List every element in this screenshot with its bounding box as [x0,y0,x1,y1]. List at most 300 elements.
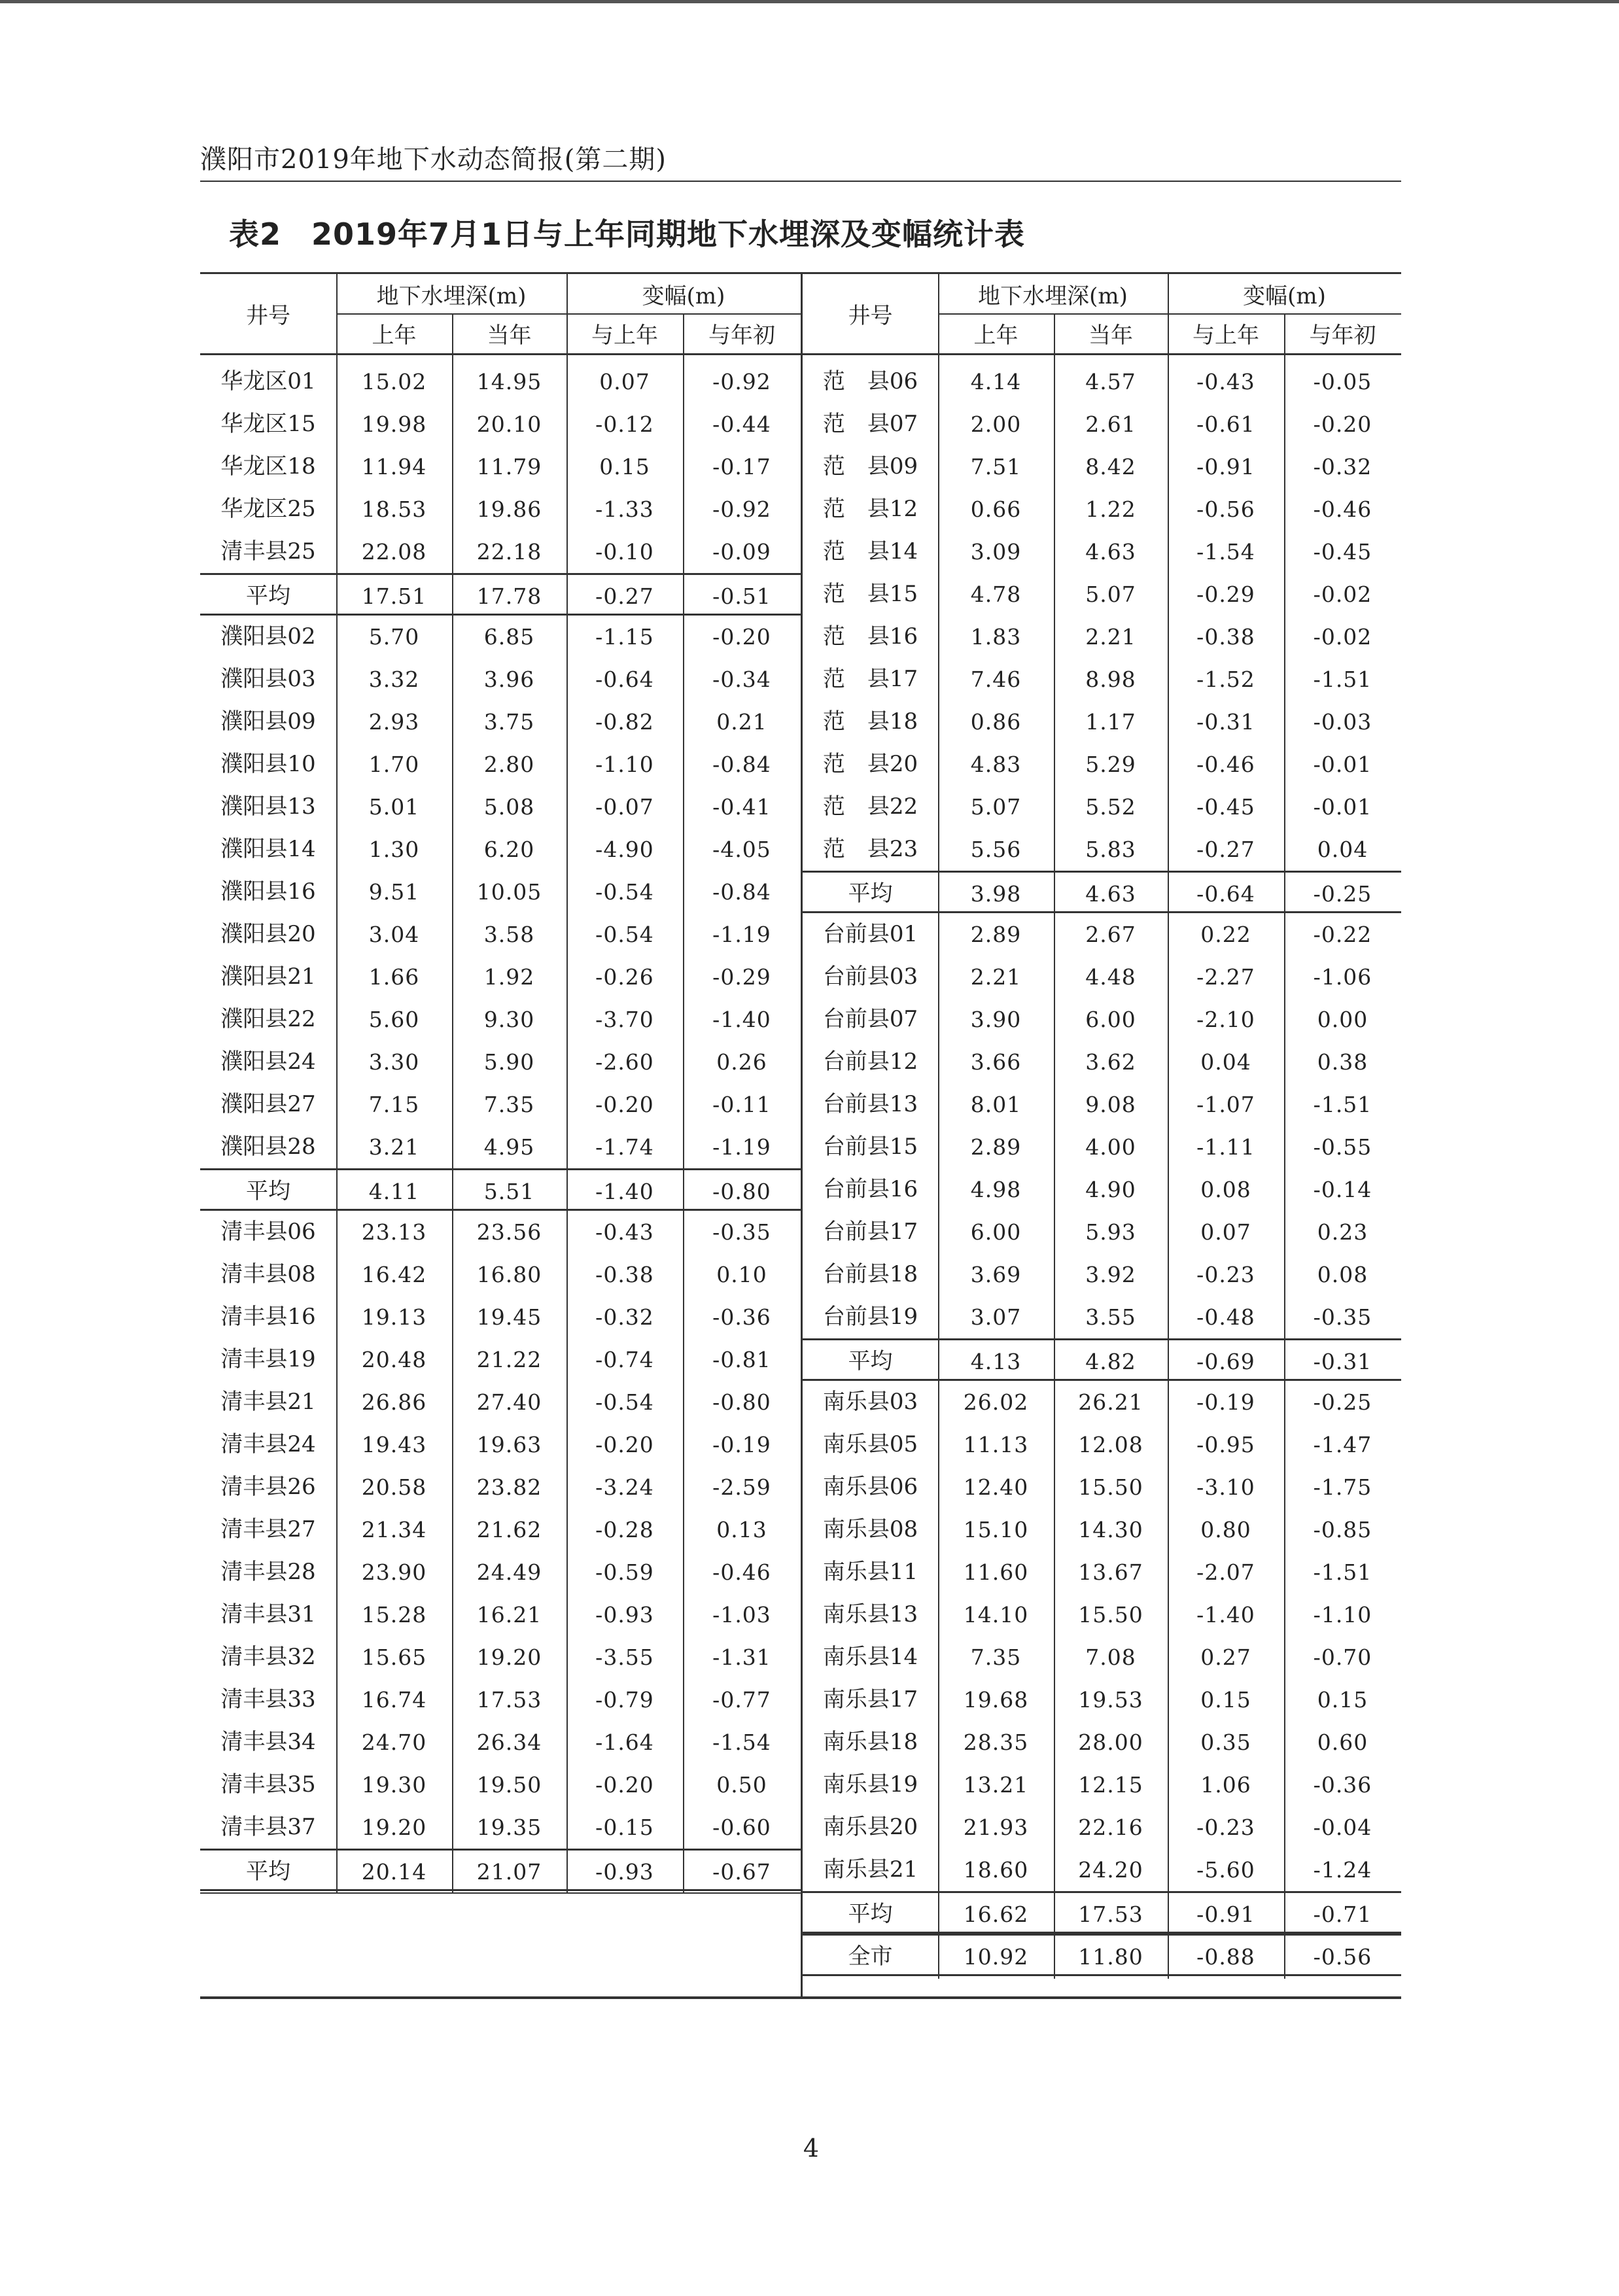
depth-last-year: 6.00 [970,1219,1022,1245]
table-row [803,531,1401,573]
change-vs-last-year: -2.10 [1196,1007,1255,1032]
change-vs-last-year: -0.69 [1196,1349,1255,1374]
table-summary-row [200,573,801,616]
change-vs-year-start: 0.38 [1317,1049,1368,1075]
depth-last-year: 3.69 [970,1262,1022,1287]
change-vs-year-start: 0.10 [716,1262,767,1287]
well-id: 台前县19 [822,1304,918,1330]
well-id: 华龙区25 [220,496,316,522]
depth-last-year: 4.83 [970,752,1022,777]
depth-this-year: 2.67 [1085,922,1136,947]
table-row [803,1126,1401,1168]
well-id: 清丰县31 [220,1601,316,1627]
well-id: 濮阳县09 [220,708,316,735]
well-id: 南乐县08 [822,1516,918,1542]
header-divider [683,313,684,353]
table-row [200,616,801,658]
well-id: 清丰县28 [220,1559,316,1585]
change-vs-year-start: -0.09 [712,539,771,565]
header-divider [336,313,801,315]
depth-last-year: 15.02 [361,369,427,394]
table-row [803,1849,1401,1891]
change-vs-last-year: -1.52 [1196,667,1255,692]
well-id: 范 县16 [822,623,918,650]
statistics-table [200,272,1401,1999]
table-row [200,1253,801,1296]
depth-last-year: 4.13 [970,1349,1022,1374]
change-vs-last-year: 0.27 [1200,1644,1251,1670]
depth-this-year: 7.35 [483,1092,535,1117]
depth-last-year: 1.83 [970,624,1022,650]
depth-this-year: 4.63 [1085,881,1136,907]
change-vs-year-start: -0.36 [712,1304,771,1330]
table-row [803,828,1401,871]
table-row [200,786,801,828]
change-vs-last-year: -0.20 [595,1772,654,1798]
well-id: 清丰县08 [220,1261,316,1287]
change-vs-last-year: 0.15 [599,454,650,479]
table-number: 表2 [229,217,282,252]
depth-last-year: 3.98 [970,881,1022,907]
depth-this-year: 9.08 [1085,1092,1136,1117]
table-row [200,1806,801,1849]
depth-this-year: 4.82 [1085,1349,1136,1374]
change-vs-last-year: -1.07 [1196,1092,1255,1117]
change-vs-year-start: -0.36 [1313,1772,1372,1798]
change-vs-last-year: -0.93 [595,1859,654,1885]
depth-last-year: 0.86 [970,709,1022,735]
depth-this-year: 3.62 [1085,1049,1136,1075]
depth-last-year: 18.60 [963,1857,1029,1883]
table-row [803,1508,1401,1551]
depth-this-year: 2.21 [1085,624,1136,650]
depth-this-year: 5.83 [1085,837,1136,862]
table-row [803,616,1401,658]
well-id: 台前县16 [822,1176,918,1202]
well-id: 南乐县20 [822,1814,918,1840]
change-vs-last-year: -1.10 [595,752,654,777]
table-row [200,1423,801,1466]
change-vs-year-start: -0.44 [712,411,771,437]
change-vs-year-start: -1.51 [1313,1559,1372,1585]
table-row [803,1253,1401,1296]
depth-last-year: 19.30 [361,1772,427,1798]
header-well: 井号 [848,303,893,329]
change-vs-last-year: -0.88 [1196,1944,1255,1970]
change-vs-year-start: -0.85 [1313,1517,1372,1542]
well-id: 清丰县25 [220,538,316,565]
table-row [803,1636,1401,1679]
depth-this-year: 19.45 [476,1304,542,1330]
well-id: 平均 [848,880,893,907]
depth-last-year: 23.13 [361,1219,427,1245]
well-id: 濮阳县14 [220,836,316,862]
well-id: 台前县18 [822,1261,918,1287]
well-id: 台前县15 [822,1134,918,1160]
well-id: 范 县14 [822,538,918,565]
depth-this-year: 4.63 [1085,539,1136,565]
table-row [200,1466,801,1508]
depth-this-year: 14.30 [1078,1517,1143,1542]
depth-last-year: 15.28 [361,1602,427,1627]
header-divider [938,313,1401,315]
header-vs-year-start: 与年初 [1309,322,1376,349]
depth-this-year: 4.00 [1085,1134,1136,1160]
depth-this-year: 5.52 [1085,794,1136,820]
change-vs-year-start: -0.80 [712,1389,771,1415]
depth-last-year: 16.42 [361,1262,427,1287]
change-vs-year-start: -0.22 [1313,922,1372,947]
well-id: 范 县17 [822,666,918,692]
change-vs-year-start: -1.31 [712,1644,771,1670]
depth-last-year: 5.07 [970,794,1022,820]
well-id: 清丰县24 [220,1431,316,1457]
well-id: 平均 [246,1178,290,1204]
depth-last-year: 4.78 [970,582,1022,607]
change-vs-year-start: -0.11 [712,1092,771,1117]
depth-this-year: 5.93 [1085,1219,1136,1245]
depth-this-year: 20.10 [476,411,542,437]
change-vs-last-year: -0.79 [595,1687,654,1713]
page-number: 4 [803,2134,820,2163]
depth-this-year: 5.08 [483,794,535,820]
table-row [803,743,1401,786]
table-row [200,1551,801,1593]
change-vs-last-year: -0.15 [595,1815,654,1840]
depth-this-year: 3.58 [483,922,535,947]
depth-this-year: 21.07 [476,1859,542,1885]
well-id: 范 县23 [822,836,918,862]
change-vs-year-start: -2.59 [712,1474,771,1500]
change-vs-last-year: 0.80 [1200,1517,1251,1542]
depth-last-year: 11.13 [963,1432,1029,1457]
table-row [200,1381,801,1423]
depth-last-year: 2.00 [970,411,1022,437]
change-vs-last-year: -0.93 [595,1602,654,1627]
depth-last-year: 18.53 [361,496,427,522]
depth-last-year: 24.70 [361,1730,427,1755]
table-row [803,701,1401,743]
depth-this-year: 5.07 [1085,582,1136,607]
table-bottom-rule [200,1996,1401,1999]
table-row [200,1764,801,1806]
depth-this-year: 8.42 [1085,454,1136,479]
table-title [229,211,1025,254]
depth-last-year: 2.93 [368,709,420,735]
depth-last-year: 8.01 [970,1092,1022,1117]
table-summary-row [803,1338,1401,1381]
change-vs-year-start: -0.25 [1313,1389,1372,1415]
change-vs-year-start: 0.23 [1317,1219,1368,1245]
change-vs-year-start: 0.08 [1317,1262,1368,1287]
depth-last-year: 7.15 [368,1092,420,1117]
table-row [803,998,1401,1041]
depth-last-year: 26.02 [963,1389,1029,1415]
change-vs-year-start: 0.15 [1317,1687,1368,1713]
table-row [200,445,801,488]
well-id: 南乐县03 [822,1389,918,1415]
depth-last-year: 5.70 [368,624,420,650]
table-row [803,1806,1401,1849]
change-vs-year-start: -1.06 [1313,964,1372,990]
depth-last-year: 22.08 [361,539,427,565]
depth-this-year: 6.85 [483,624,535,650]
well-id: 台前县13 [822,1091,918,1117]
depth-last-year: 16.74 [361,1687,427,1713]
depth-last-year: 20.58 [361,1474,427,1500]
well-id: 华龙区15 [220,411,316,437]
well-id: 清丰县21 [220,1389,316,1415]
change-vs-last-year: -0.45 [1196,794,1255,820]
table-row [803,573,1401,616]
change-vs-year-start: -1.40 [712,1007,771,1032]
depth-this-year: 3.55 [1085,1304,1136,1330]
change-vs-year-start: -0.92 [712,369,771,394]
table-row [803,1381,1401,1423]
header-change-group: 变幅(m) [642,283,725,309]
table-row [200,658,801,701]
depth-this-year: 23.82 [476,1474,542,1500]
change-vs-last-year: -0.26 [595,964,654,990]
depth-last-year: 16.62 [963,1902,1029,1927]
change-vs-year-start: -0.60 [712,1815,771,1840]
header-change-group: 变幅(m) [1243,283,1326,309]
change-vs-last-year: -0.28 [595,1517,654,1542]
header-rule [200,181,1401,182]
depth-last-year: 1.30 [368,837,420,862]
change-vs-year-start: -0.45 [1313,539,1372,565]
table-summary-row [803,1891,1401,1934]
depth-last-year: 3.07 [970,1304,1022,1330]
depth-last-year: 4.98 [970,1177,1022,1202]
depth-last-year: 1.70 [368,752,420,777]
table-row [200,743,801,786]
depth-this-year: 6.00 [1085,1007,1136,1032]
well-id: 濮阳县24 [220,1049,316,1075]
table-row [200,1126,801,1168]
change-vs-last-year: -0.59 [595,1559,654,1585]
change-vs-year-start: -0.70 [1313,1644,1372,1670]
table-row [200,871,801,913]
depth-last-year: 3.09 [970,539,1022,565]
change-vs-year-start: 0.00 [1317,1007,1368,1032]
depth-this-year: 1.17 [1085,709,1136,735]
table-row [803,1466,1401,1508]
well-id: 台前县01 [822,921,918,947]
change-vs-last-year: -0.07 [595,794,654,820]
well-id: 南乐县11 [822,1559,918,1585]
change-vs-year-start: -0.32 [1313,454,1372,479]
depth-last-year: 21.93 [963,1815,1029,1840]
change-vs-year-start: -0.19 [712,1432,771,1457]
well-id: 濮阳县13 [220,793,316,820]
well-id: 范 县22 [822,793,918,820]
change-vs-year-start: -1.19 [712,922,771,947]
change-vs-last-year: -0.56 [1196,496,1255,522]
depth-this-year: 4.48 [1085,964,1136,990]
well-id: 清丰县34 [220,1729,316,1755]
header-vs-last-year: 与上年 [591,322,658,349]
change-vs-last-year: -0.38 [595,1262,654,1287]
depth-this-year: 19.53 [1078,1687,1143,1713]
depth-last-year: 5.01 [368,794,420,820]
depth-last-year: 1.66 [368,964,420,990]
change-vs-last-year: -2.27 [1196,964,1255,990]
change-vs-year-start: -0.35 [1313,1304,1372,1330]
table-row [803,445,1401,488]
well-id: 濮阳县16 [220,878,316,905]
table-header [200,274,801,355]
well-id: 清丰县16 [220,1304,316,1330]
change-vs-last-year: -0.48 [1196,1304,1255,1330]
header-divider [1054,313,1055,353]
depth-last-year: 26.86 [361,1389,427,1415]
table-title-text: 2019年7月1日与上年同期地下水埋深及变幅统计表 [311,217,1026,252]
change-vs-year-start: -0.29 [712,964,771,990]
table-row [803,1041,1401,1083]
change-vs-last-year: -0.74 [595,1347,654,1372]
table-row [803,1551,1401,1593]
depth-last-year: 19.68 [963,1687,1029,1713]
depth-this-year: 24.49 [476,1559,542,1585]
depth-this-year: 19.50 [476,1772,542,1798]
depth-last-year: 19.13 [361,1304,427,1330]
table-row [200,488,801,531]
depth-last-year: 19.20 [361,1815,427,1840]
change-vs-year-start: -0.02 [1313,624,1372,650]
table-row [200,1593,801,1636]
well-id: 清丰县27 [220,1516,316,1542]
change-vs-year-start: -0.14 [1313,1177,1372,1202]
depth-last-year: 2.89 [970,1134,1022,1160]
well-id: 南乐县13 [822,1601,918,1627]
table-row [200,1041,801,1083]
table-row [803,913,1401,956]
change-vs-last-year: -3.24 [595,1474,654,1500]
change-vs-last-year: 0.07 [599,369,650,394]
change-vs-last-year: -1.15 [595,624,654,650]
change-vs-last-year: -1.11 [1196,1134,1255,1160]
depth-last-year: 5.56 [970,837,1022,862]
change-vs-last-year: -0.64 [1196,881,1255,907]
header-well: 井号 [246,303,290,329]
well-id: 濮阳县20 [220,921,316,947]
change-vs-year-start: -0.71 [1313,1902,1372,1927]
header-divider [452,313,453,353]
depth-this-year: 27.40 [476,1389,542,1415]
depth-last-year: 11.94 [361,454,427,479]
well-id: 濮阳县22 [220,1006,316,1032]
depth-this-year: 28.00 [1078,1730,1143,1755]
well-id: 濮阳县21 [220,964,316,990]
well-id: 全市 [848,1943,893,1970]
header-depth-group: 地下水埋深(m) [978,283,1128,309]
table-right-half [801,272,1401,1999]
change-vs-year-start: -0.80 [712,1179,771,1204]
header-vs-year-start: 与年初 [708,322,775,349]
change-vs-last-year: 0.35 [1200,1730,1251,1755]
well-id: 南乐县17 [822,1686,918,1713]
change-vs-last-year: -0.91 [1196,1902,1255,1927]
table-row [803,1679,1401,1721]
depth-this-year: 5.29 [1085,752,1136,777]
change-vs-last-year: -0.64 [595,667,654,692]
depth-this-year: 17.78 [476,583,542,609]
depth-this-year: 17.53 [476,1687,542,1713]
change-vs-last-year: -0.20 [595,1432,654,1457]
change-vs-last-year: -1.64 [595,1730,654,1755]
depth-this-year: 3.92 [1085,1262,1136,1287]
change-vs-year-start: -1.19 [712,1134,771,1160]
change-vs-year-start: 0.50 [716,1772,767,1798]
change-vs-year-start: -0.20 [1313,411,1372,437]
change-vs-year-start: -0.84 [712,752,771,777]
depth-last-year: 3.66 [970,1049,1022,1075]
depth-this-year: 21.22 [476,1347,542,1372]
table-summary-row [200,1168,801,1211]
change-vs-last-year: -0.43 [595,1219,654,1245]
change-vs-year-start: -0.34 [712,667,771,692]
change-vs-year-start: -0.77 [712,1687,771,1713]
change-vs-year-start: 0.21 [716,709,767,735]
depth-last-year: 20.14 [361,1859,427,1885]
well-id: 台前县07 [822,1006,918,1032]
change-vs-year-start: -1.54 [712,1730,771,1755]
change-vs-last-year: -2.07 [1196,1559,1255,1585]
depth-this-year: 22.16 [1078,1815,1143,1840]
header-last-year: 上年 [372,322,417,349]
change-vs-last-year: -0.12 [595,411,654,437]
depth-last-year: 23.90 [361,1559,427,1585]
change-vs-last-year: -0.32 [595,1304,654,1330]
header-divider [1284,313,1285,353]
depth-this-year: 13.67 [1078,1559,1143,1585]
well-id: 濮阳县03 [220,666,316,692]
well-id: 南乐县05 [822,1431,918,1457]
well-id: 南乐县06 [822,1474,918,1500]
well-id: 平均 [246,1858,290,1885]
table-row [803,1083,1401,1126]
depth-this-year: 1.92 [483,964,535,990]
table-row [200,1338,801,1381]
depth-this-year: 10.05 [476,879,542,905]
change-vs-last-year: 0.04 [1200,1049,1251,1075]
change-vs-year-start: -0.67 [712,1859,771,1885]
depth-last-year: 7.51 [970,454,1022,479]
well-id: 范 县06 [822,368,918,394]
depth-last-year: 14.10 [963,1602,1029,1627]
well-id: 平均 [848,1901,893,1927]
change-vs-year-start: 0.60 [1317,1730,1368,1755]
depth-this-year: 16.21 [476,1602,542,1627]
well-id: 平均 [246,583,290,609]
table-row [200,1679,801,1721]
change-vs-last-year: -0.95 [1196,1432,1255,1457]
header-vs-last-year: 与上年 [1192,322,1259,349]
change-vs-year-start: -0.84 [712,879,771,905]
depth-last-year: 4.14 [970,369,1022,394]
change-vs-year-start: 0.13 [716,1517,767,1542]
depth-this-year: 4.90 [1085,1177,1136,1202]
table-row [803,1764,1401,1806]
depth-this-year: 22.18 [476,539,542,565]
well-id: 范 县07 [822,411,918,437]
table-row [803,488,1401,531]
depth-this-year: 11.79 [476,454,542,479]
change-vs-last-year: -0.61 [1196,411,1255,437]
change-vs-year-start: -0.01 [1313,794,1372,820]
change-vs-last-year: -0.27 [1196,837,1255,862]
